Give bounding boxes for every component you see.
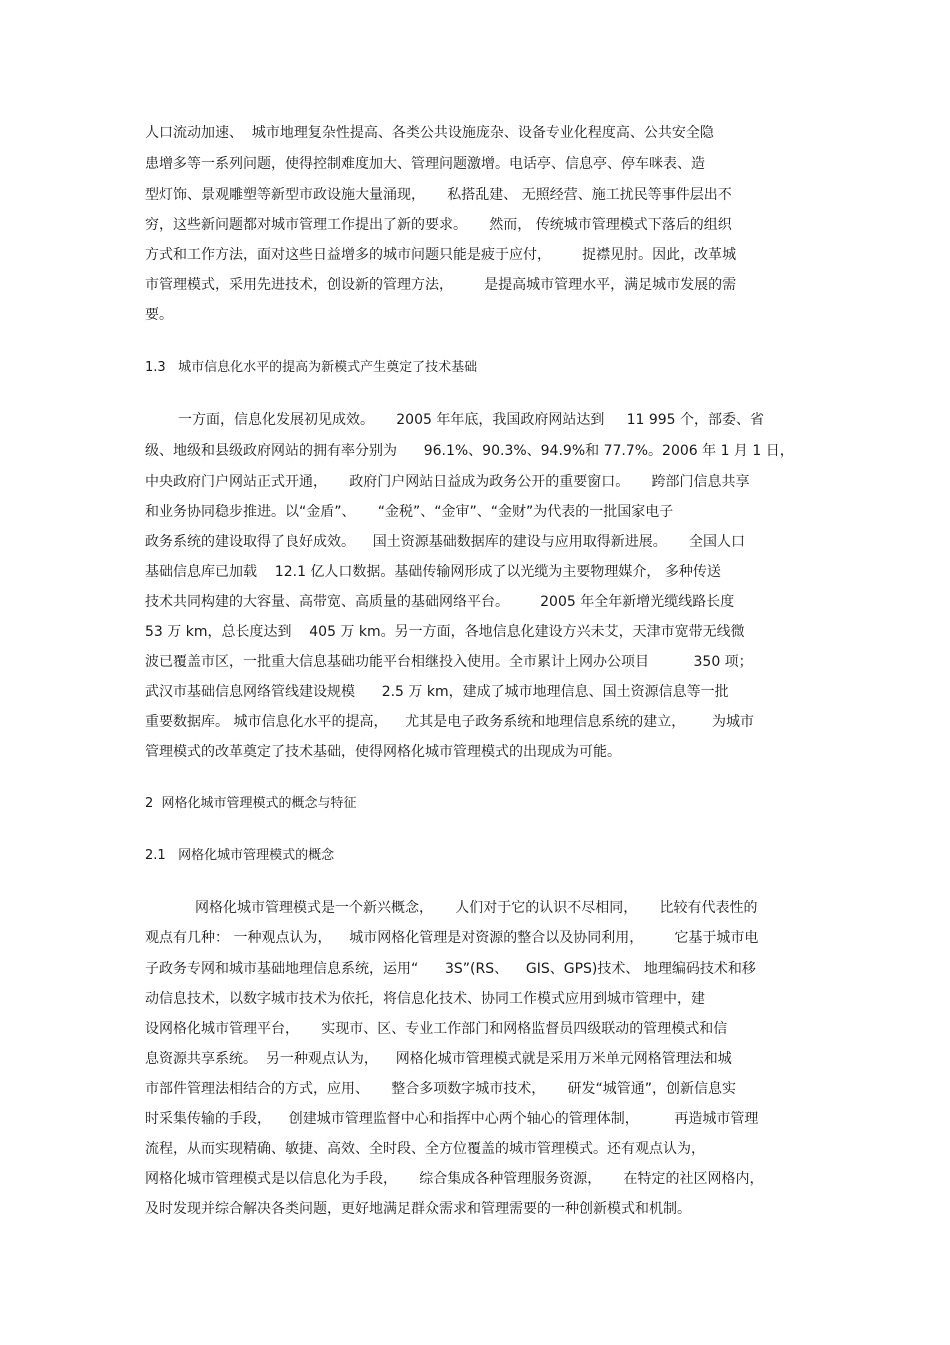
- section-heading-1-3: 1.3 城市信息化水平的提高为新模式产生奠定了技术基础: [145, 360, 478, 375]
- paragraph-line: 重要数据库。 城市信息化水平的提高， 尤其是电子政务系统和地理信息系统的建立， 为城市: [145, 714, 754, 730]
- paragraph-line: 市部件管理法相结合的方式，应用、 整合多项数字城市技术， 研发“城管通”，创新信息实: [145, 1081, 737, 1097]
- paragraph-line: 子政务专网和城市基础地理信息系统，运用“ 3S”(RS、 GIS、GPS)技术、 地理编码技术和移: [145, 961, 756, 977]
- paragraph-line: 管理模式的改革奠定了技术基础，使得网格化城市管理模式的出现成为可能。: [145, 744, 621, 760]
- section-heading-2-1: 2.1 网格化城市管理模式的概念: [145, 848, 335, 863]
- paragraph-line: 武汉市基础信息网络管线建设规模 2.5 万 km，建成了城市地理信息、国土资源信息等一批: [145, 684, 729, 700]
- paragraph-line: 穷，这些新问题都对城市管理工作提出了新的要求。 然而， 传统城市管理模式下落后的组织: [145, 217, 732, 233]
- paragraph-line: 基础信息库已加载 12.1 亿人口数据。基础传输网形成了以光缆为主要物理媒介， 多种传送: [145, 564, 721, 580]
- paragraph-line: 一方面，信息化发展初见成效。 2005 年年底，我国政府网站达到 11 995 个，部委、省: [178, 412, 765, 428]
- paragraph-line: 技术共同构建的大容量、高带宽、高质量的基础网络平台。 2005 年全年新增光缆线路长度: [145, 594, 735, 610]
- paragraph-line: 患增多等一系列问题，使得控制难度加大、管理问题激增。电话亭、信息亭、停车咪表、造: [145, 156, 705, 172]
- paragraph-line: 息资源共享系统。 另一种观点认为， 网格化城市管理模式就是采用万米单元网格管理法和城: [145, 1051, 732, 1067]
- section-heading-2: 2 网格化城市管理模式的概念与特征: [145, 796, 357, 811]
- paragraph-line: 和业务协同稳步推进。以“金盾”、 “金税”、“金审”、“金财”为代表的一批国家电子: [145, 504, 674, 520]
- paragraph-line: 波已覆盖市区，一批重大信息基础功能平台相继投入使用。全市累计上网办公项目 350 项；: [145, 654, 753, 670]
- paragraph-line: 流程，从而实现精确、敏捷、高效、全时段、全方位覆盖的城市管理模式。还有观点认为，: [145, 1141, 705, 1157]
- paragraph-line: 级、地级和县级政府网站的拥有率分别为 96.1%、90.3%、94.9%和 77.7%。2006 年 1 月 1 日，: [145, 443, 794, 459]
- paragraph-line: 网格化城市管理模式是一个新兴概念， 人们对于它的认识不尽相同， 比较有代表性的: [195, 900, 758, 916]
- paragraph-line: 中央政府门户网站正式开通， 政府门户网站日益成为政务公开的重要窗口。 跨部门信息共享: [145, 474, 750, 490]
- paragraph-line: 型灯饰、景观雕塑等新型市政设施大量涌现， 私搭乱建、 无照经营、施工扰民等事件层出不: [145, 187, 732, 203]
- paragraph-line: 及时发现并综合解决各类问题，更好地满足群众需求和管理需要的一种创新模式和机制。: [145, 1201, 691, 1217]
- paragraph-line: 方式和工作方法，面对这些日益增多的城市问题只能是疲于应付， 捉襟见肘。因此，改革城: [145, 247, 737, 263]
- paragraph-line: 政务系统的建设取得了良好成效。 国土资源基础数据库的建设与应用取得新进展。 全国人口: [145, 534, 746, 550]
- paragraph-line: 观点有几种： 一种观点认为， 城市网格化管理是对资源的整合以及协同利用， 它基于城市电: [145, 930, 759, 946]
- paragraph-line: 设网格化城市管理平台， 实现市、区、专业工作部门和网格监督员四级联动的管理模式和信: [145, 1021, 728, 1037]
- paragraph-line: 53 万 km，总长度达到 405 万 km。另一方面，各地信息化建设方兴未艾，天津市宽带无线微: [145, 624, 745, 640]
- paragraph-line: 人口流动加速、 城市地理复杂性提高、各类公共设施庞杂、设备专业化程度高、公共安全隐: [145, 125, 714, 141]
- paragraph-line: 市管理模式，采用先进技术，创设新的管理方法， 是提高城市管理水平，满足城市发展的需: [145, 277, 737, 293]
- paragraph-line: 时采集传输的手段， 创建城市管理监督中心和指挥中心两个轴心的管理体制， 再造城市管理: [145, 1111, 759, 1127]
- paragraph-line: 网格化城市管理模式是以信息化为手段， 综合集成各种管理服务资源， 在特定的社区网格内，: [145, 1171, 764, 1187]
- paragraph-line: 要。: [145, 307, 173, 323]
- paragraph-line: 动信息技术，以数字城市技术为依托，将信息化技术、协同工作模式应用到城市管理中，建: [145, 991, 705, 1007]
